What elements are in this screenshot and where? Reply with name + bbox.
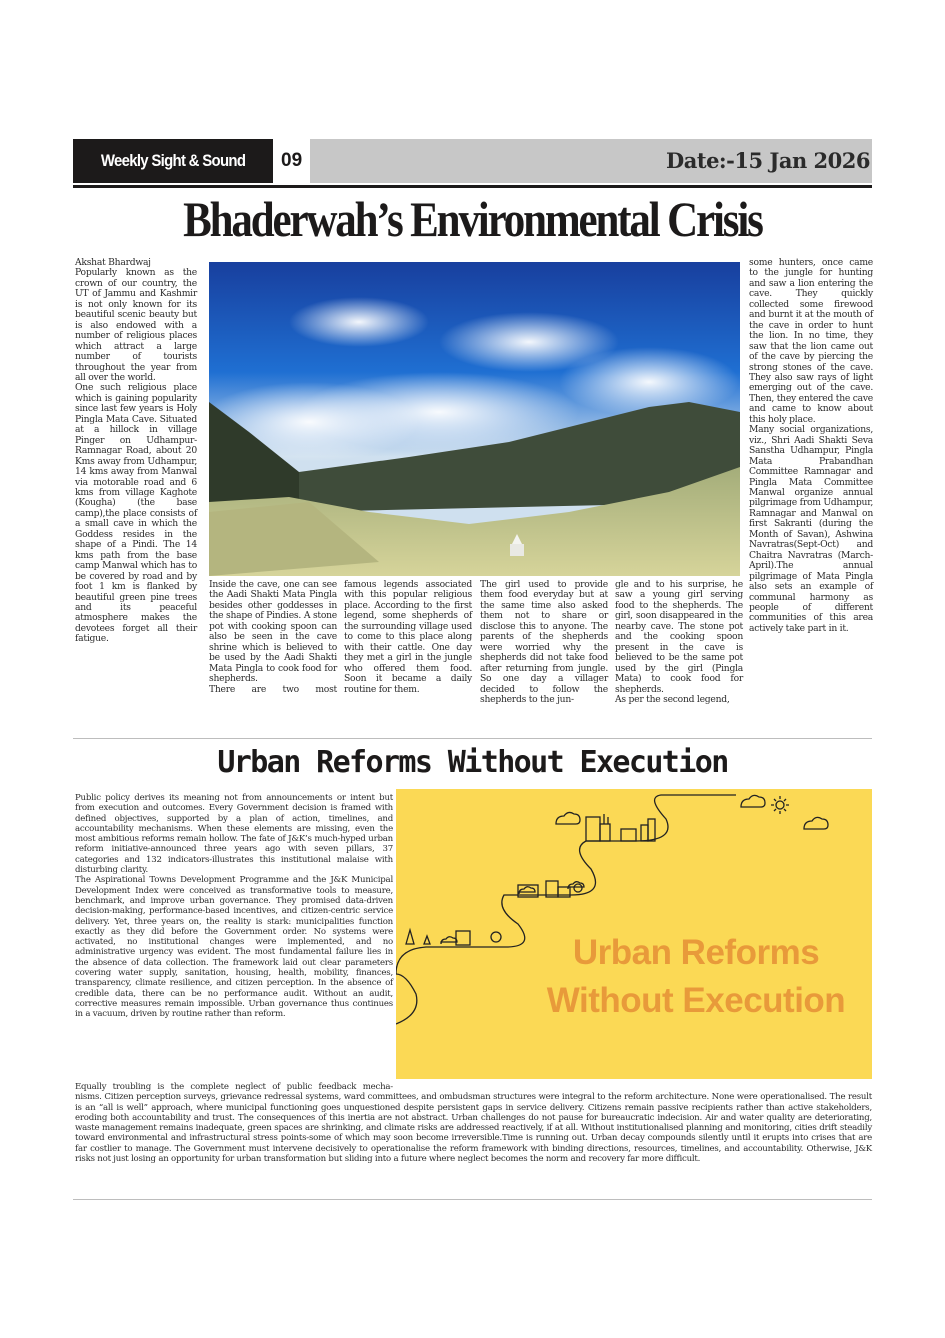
article1-column-2 (209, 580, 337, 695)
paragraph: Public policy derives its meaning not from announcements or intent but from execution and outcomes. Every Government decision is framed with defined objectives, supported by a plan of action, timelines, and accountability mechanisms. When these elements are missing, even the most ambitious reforms remain hollow. The fate of J&K’s much-hyped urban reform initiative-announced three years ago with seven pillars, 37 categories and 132 indicators-illustrates this institutional malaise with disturbing clarity. (75, 793, 393, 876)
paragraph: famous legends associated with this popular religious place. According to the first legend, some shepherds of the surrounding village used to come to this place along with their cattle. One day they met a girl in the jungle who offered them food. Soon it became a daily routine for them. (344, 579, 472, 695)
masthead (73, 139, 872, 183)
publication-name: Weekly Sight & Sound (73, 139, 273, 183)
paragraph: some hunters, once came to the jungle for hunting and saw a lion entering the cave. They quickly collected some firewood and burnt it at the mouth of the cave in order to hunt the lion. In no time, they saw that the lion came out of the cave by piercing the strong stones of the cave. They also saw rays of light emerging out of the cave. Then, they entered the cave and came to know about this holy place. (749, 257, 873, 425)
page-bottom-rule (73, 1199, 872, 1200)
date-bar (310, 139, 872, 183)
illustration-title: Urban Reforms Without Execution (546, 933, 846, 1020)
article2-headline: Urban Reforms Without Execution (217, 745, 728, 780)
article1-column-3 (344, 580, 472, 695)
article1-column-6 (749, 258, 873, 634)
paragraph: The Aspirational Towns Development Programme and the J&K Municipal Development Index were conceived as transformative tools to measure, benchmark, and improve urban governance. They promised data-driven decision-making, performance-based incentives, and citizen-centric service delivery. Yet, three years on, the reality is stark: municipalities function exactly as they did before the Government order. No systems were activated, no institutional changes were implemented, and no administrative urgency was evident. The most fundamental failure lies in the absence of data collection. The framework laid out clear parameters covering water supply, sanitation, housing, health, mobility, finances, transparency, climate resilience, and citizen perception. In the absence of credible data, there can be no performance audit. Without an audit, corrective measures remain impossible. Urban governance thus continues in a vacuum, driven by routine rather than reform. (75, 875, 393, 1020)
paragraph: Inside the cave, one can see the Aadi Shakti Mata Pingla besides other goddesses in the shape of Pindies. A stone pot with cooking spoon can also be seen in the cave shrine which is believed to be used by the Aadi Shakti Mata Pingla to cook food for shepherds. (209, 579, 337, 685)
article1-column-5 (615, 580, 743, 705)
article-divider (73, 738, 872, 739)
byline: Akshat Bhardwaj (75, 257, 151, 268)
article2-body-top (75, 793, 393, 1020)
paragraph: One such religious place which is gaining popularity since last few years is Holy Pingla Mata Cave. Situated at a hillock in village Pinger on Udhampur-Ramnagar Road, about 20 Kms away from Udhampur, 14 kms away from Manwal via motorable road and 6 kms from village Kaghote (Kougha) (the base camp),the place consists of a small cave in which the Goddess resides in the shape of a Pindi. The 14 kms path from the base camp Manwal which has to be covered by road and by foot 1 km is flanked by beautiful green pine trees and its peaceful atmosphere makes the devotees forget all their fatigue. (75, 382, 197, 645)
paragraph: The girl used to provide them food everyday but at the same time also asked them not to share or disclose this to anyone. The parents of the shepherds were worried why the shepherds did not take food after returning from jungle. So one day a villager decided to follow the shepherds to the jun- (480, 579, 608, 705)
article1-column-4 (480, 580, 608, 705)
paragraph: nisms. Citizen perception surveys, grievance redressal systems, ward committees, and ombudsman structures were integral to the reform architecture. None were operationalised. The result is an “all is well” approach, where municipal functioning goes unquestioned despite persistent gaps in service delivery. Citizens remain passive recipients rather than active stakeholders, eroding both accountability and trust. The consequences of this inertia are not abstract. Urban challenges do not pause for bureaucratic indecision. Air and water quality are deteriorating, waste management remains inadequate, green spaces are shrinking, and climate risks are addressed reactively, if at all. Without institutionalised planning and monitoring, cities drift steadily toward environmental and infrastructural stress points-some of which may soon become irreversible.Time is running out. Urban decay compounds silently until it erupts into crises that are far costlier to manage. The Government must intervene decisively to operationalise the reform framework with binding directions, resources, timelines, and accountability. Otherwise, J&K risks not just losing an opportunity for urban transformation but sliding into a future where neglect becomes the norm and recovery far more difficult. (75, 1092, 872, 1165)
article1-column-1 (75, 258, 197, 645)
paragraph: Many social organizations, viz., Shri Aadi Shakti Seva Sanstha Udhampur, Pingla Mata Prabandhan Committee Ramnagar and Pingla Mata Committee Manwal organize annual pilgrimage from Udhampur, Ramnagar and Manwal on first Sakranti (during the Month of Savan), Ashwina Navratras(Sept-Oct) and Chaitra Navratras (March-April).The annual pilgrimage of Mata Pingla also sets an example of communal harmony as people of different communities of this area actively take part in it. (749, 424, 873, 634)
page-number: 09 (281, 150, 303, 171)
paragraph: gle and to his surprise, he saw a young girl serving food to the shepherds. The girl, soon disappeared in the nearby cave. The stone pot and the cooking spoon present in the cave is believed to be the same pot used by the girl (Pingla Mata) to cook food for shepherds. (615, 579, 743, 695)
paragraph: There are two most (209, 683, 337, 695)
issue-date: Date:-15 Jan 2026 (666, 148, 870, 173)
article1-photo-meadow (209, 262, 740, 576)
article2-illustration (396, 789, 872, 1079)
paragraph-first-line: Equally troubling is the complete neglect of public feedback mecha- (75, 1082, 393, 1092)
landscape-photo (209, 262, 740, 576)
article2-body-bottom (75, 1082, 872, 1164)
paragraph: Popularly known as the crown of our country, the UT of Jammu and Kashmir is not only known for its beautiful scenic beauty but is also endowed with a number of religious places which attract a large number of tourists throughout the year from all over the world. (75, 267, 197, 383)
paragraph: As per the second legend, (615, 693, 730, 705)
article1-headline: Bhaderwah’s Environmental Crisis (183, 191, 762, 247)
